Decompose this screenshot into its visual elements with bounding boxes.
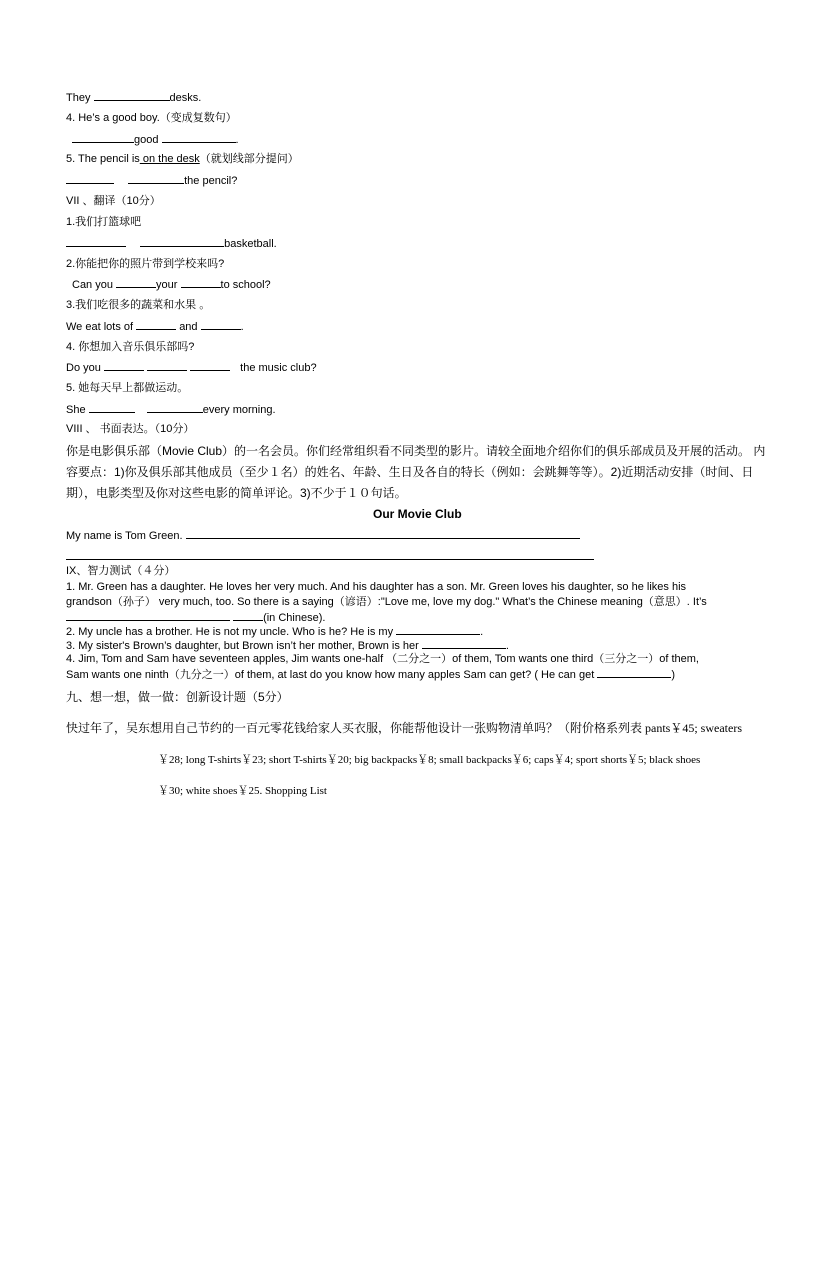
s10-line3: ￥30; white shoes￥25. Shopping List: [158, 785, 327, 797]
essay-line[interactable]: [66, 559, 594, 560]
blank[interactable]: [201, 319, 241, 330]
section-10-title: 九、想一想，做一做：创新设计题（5分）: [66, 690, 289, 704]
blank[interactable]: [72, 132, 134, 143]
s9-q4-line2: Sam wants one ninth（九分之一）of them, at last do you know how many apples Sam can get? ( He can get ): [66, 669, 675, 681]
blank[interactable]: [66, 173, 114, 184]
blank[interactable]: [147, 402, 203, 413]
blank[interactable]: [190, 360, 230, 371]
q3-answer-line: They desks.: [66, 92, 202, 104]
q5-answer-line: the pencil?: [66, 173, 237, 188]
s9-q1-line2: grandson（孙子） very much, too. So there is a saying（谚语）:"Love me, love my dog." What’s the Chinese meaning（意思）. It’s: [66, 596, 707, 608]
s7-item2-cn: 2.你能把你的照片带到学校来吗?: [66, 258, 225, 270]
q5-prompt: 5. The pencil is on the desk（就划线部分提问）: [66, 153, 299, 165]
section-8-title: VIII 、 书面表达。（10分）: [66, 423, 195, 435]
section-9-title: IX、智力测试（４分）: [66, 565, 176, 577]
s8-instructions-line3: 期），电影类型及你对这些电影的简单评论。3)不少于１０句话。: [66, 486, 407, 500]
s9-q1-line1: 1. Mr. Green has a daughter. He loves her very much. And his daughter has a son. Mr. Green loves his daughter, so he likes his: [66, 581, 687, 593]
blank[interactable]: [89, 402, 135, 413]
s7-item1-answer: basketball.: [66, 236, 277, 251]
blank[interactable]: [66, 236, 126, 247]
q4-prompt: 4. He’s a good boy.（变成复数句）: [66, 112, 237, 124]
s7-item3-answer: We eat lots of and .: [66, 321, 244, 333]
blank[interactable]: [233, 610, 263, 621]
s8-instructions-line1: 你是电影俱乐部（Movie Club）的一名会员。你们经常组织看不同类型的影片。请较全面地介绍你们的俱乐部成员及开展的活动。 内: [66, 444, 766, 458]
blank[interactable]: [66, 610, 230, 621]
s7-item3-cn: 3.我们吃很多的蔬菜和水果 。: [66, 299, 211, 311]
blank[interactable]: [116, 277, 156, 288]
s7-item2-answer: Can you your to school?: [72, 279, 271, 291]
s9-q3: 3. My sister's Brown’s daughter, but Brown isn’t her mother, Brown is her .: [66, 640, 509, 652]
s7-item5-answer: She every morning.: [66, 404, 276, 416]
s9-q2: 2. My uncle has a brother. He is not my uncle. Who is he? He is my .: [66, 626, 484, 638]
q4-answer-line: good .: [72, 132, 239, 147]
s7-item5-cn: 5. 她每天早上都做运动。: [66, 382, 189, 394]
blank[interactable]: [128, 173, 184, 184]
s9-q4-line1: 4. Jim, Tom and Sam have seventeen apples, Jim wants one-half （二分之一）of them, Tom wants one third（三分之一）of them,: [66, 653, 699, 665]
blank[interactable]: [147, 360, 187, 371]
blank[interactable]: [140, 236, 224, 247]
blank[interactable]: [597, 667, 671, 678]
essay-heading: Our Movie Club: [373, 507, 462, 521]
s7-item4-cn: 4. 你想加入音乐俱乐部吗?: [66, 341, 195, 353]
s10-line2: ￥28; long T-shirts￥23; short T-shirts￥20; big backpacks￥8; small backpacks￥6; caps￥4; sport shorts￥5; black shoes: [158, 754, 701, 766]
blank[interactable]: [136, 319, 176, 330]
s9-q1-line3: (in Chinese).: [66, 610, 325, 625]
s10-line1: 快过年了，吴东想用自己节约的一百元零花钱给家人买衣服，你能帮他设计一张购物清单吗？（附价格系列表 pants￥45; sweaters: [66, 721, 742, 735]
blank[interactable]: [94, 90, 170, 101]
blank[interactable]: [396, 624, 480, 635]
essay-line[interactable]: [186, 528, 580, 539]
blank[interactable]: [181, 277, 221, 288]
section-7-title: VII 、翻译（10分）: [66, 195, 161, 207]
blank[interactable]: [104, 360, 144, 371]
blank[interactable]: [162, 132, 236, 143]
essay-start: My name is Tom Green.: [66, 528, 580, 543]
s7-item1-cn: 1.我们打篮球吧: [66, 216, 142, 228]
s7-item4-answer: Do you the music club?: [66, 362, 317, 374]
blank[interactable]: [422, 638, 506, 649]
s8-instructions-line2: 容要点：1)你及俱乐部其他成员（至少１名）的姓名、年龄、生日及各自的特长（例如：会跳舞等等）。2)近期活动安排（时间、日: [66, 465, 754, 479]
